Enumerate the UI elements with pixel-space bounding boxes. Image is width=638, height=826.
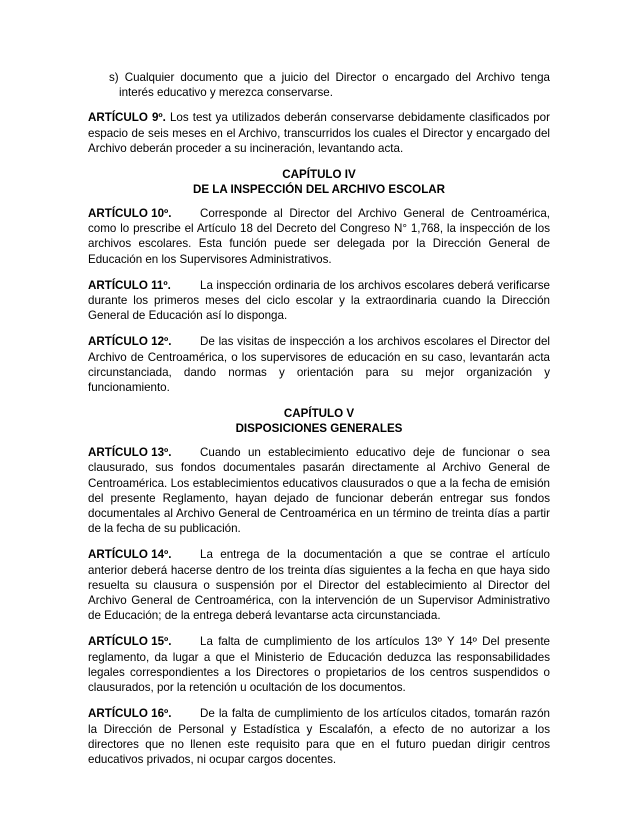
article-11 xyxy=(88,278,550,324)
document-page xyxy=(88,70,550,778)
article-15-heading: ARTÍCULO 15º. xyxy=(88,635,172,649)
article-13 xyxy=(88,445,550,536)
article-14-text: La entrega de la documentación a que se contrae el artículo anterior deberá hacerse dentro de los treinta días siguientes a la fecha en que haya sido resuelta su clausura o suspensión por el Director del establecimiento al Director del Archivo General de Centroamérica, con la intervención de un Supervisor Administrativo de Educación; de la entrega deberá levantarse acta circunstanciada. xyxy=(88,548,550,623)
article-16-text: De la falta de cumplimiento de los artículos citados, tomarán razón la Dirección de Personal y Estadística y Escalafón, a efecto de no autorizar a los directores que no llenen este requisito para que en el futuro puedan dirigir centros educativos privados, ni ocupar cargos docentes. xyxy=(88,707,550,766)
article-14-heading: ARTÍCULO 14º. xyxy=(88,548,172,562)
article-12 xyxy=(88,334,550,395)
article-10-text: Corresponde al Director del Archivo General de Centroamérica, como lo prescribe el Artículo 18 del Decreto del Congreso N° 1,768, la inspección de los archivos escolares. Esta función puede ser delegada por la Dirección General de Educación en los Supervisores Administrativos. xyxy=(88,207,550,266)
article-12-text: De las visitas de inspección a los archivos escolares el Director del Archivo de Centroamérica, o los supervisores de educación en su caso, levantarán acta circunstanciada, dando normas y orientación para su mejor organización y funcionamiento. xyxy=(88,335,550,395)
chapter-4-title: DE LA INSPECCIÓN DEL ARCHIVO ESCOLAR xyxy=(192,183,446,197)
article-9-text: Los test ya utilizados deberán conservarse debidamente clasificados por espacio de seis meses en el Archivo, transcurridos los cuales el Director y encargado del Archivo deberán proceder a su incineración, levantando acta. xyxy=(88,111,550,155)
article-10 xyxy=(88,206,550,267)
article-11-text: La inspección ordinaria de los archivos escolares deberá verificarse durante los primeros meses del ciclo escolar y la extraordinaria cuando la Dirección General de Educación así lo disponga. xyxy=(88,278,550,323)
article-9-heading: ARTÍCULO 9º. xyxy=(88,111,166,125)
chapter-5-heading xyxy=(88,406,550,436)
chapter-4-number: CAPÍTULO IV xyxy=(282,168,356,182)
article-10-heading: ARTÍCULO 10º. xyxy=(88,207,172,221)
article-16-heading: ARTÍCULO 16º. xyxy=(88,707,172,721)
article-13-heading: ARTÍCULO 13º. xyxy=(88,446,172,460)
list-item-s xyxy=(88,70,550,100)
chapter-5-number: CAPÍTULO V xyxy=(283,407,355,421)
article-9 xyxy=(88,110,550,156)
article-13-text: Cuando un establecimiento educativo deje de funcionar o sea clausurado, sus fondos documentales pasarán directamente al Archivo General de Centroamérica. Los establecimientos educativos clausurados o que a la fecha de emisión del presente Reglamento, hayan dejado de funcionar deberán entregar sus fondos documentales al Archivo General de Centroamérica en un término de treinta días a partir de la fecha de su publicación. xyxy=(88,446,550,536)
article-15-text: La falta de cumplimiento de los artículos 13º Y 14º Del presente reglamento, da lugar a que el Ministerio de Educación deduzca las responsabilidades legales correspondientes a los Directores o propietarios de los centros suspendidos o clausurados, por la retención u ocultación de los documentos. xyxy=(88,635,550,695)
chapter-4-heading xyxy=(88,167,550,197)
chapter-5-title: DISPOSICIONES GENERALES xyxy=(235,422,403,436)
article-11-heading: ARTÍCULO 11º. xyxy=(88,278,171,292)
article-15 xyxy=(88,634,550,695)
list-item-letter: s) xyxy=(109,71,119,84)
article-12-heading: ARTÍCULO 12º. xyxy=(88,335,172,349)
article-14 xyxy=(88,547,550,623)
article-16 xyxy=(88,706,550,767)
list-item-text: Cualquier documento que a juicio del Director o encargado del Archivo tenga interés educativo y merezca conservarse. xyxy=(119,71,550,100)
